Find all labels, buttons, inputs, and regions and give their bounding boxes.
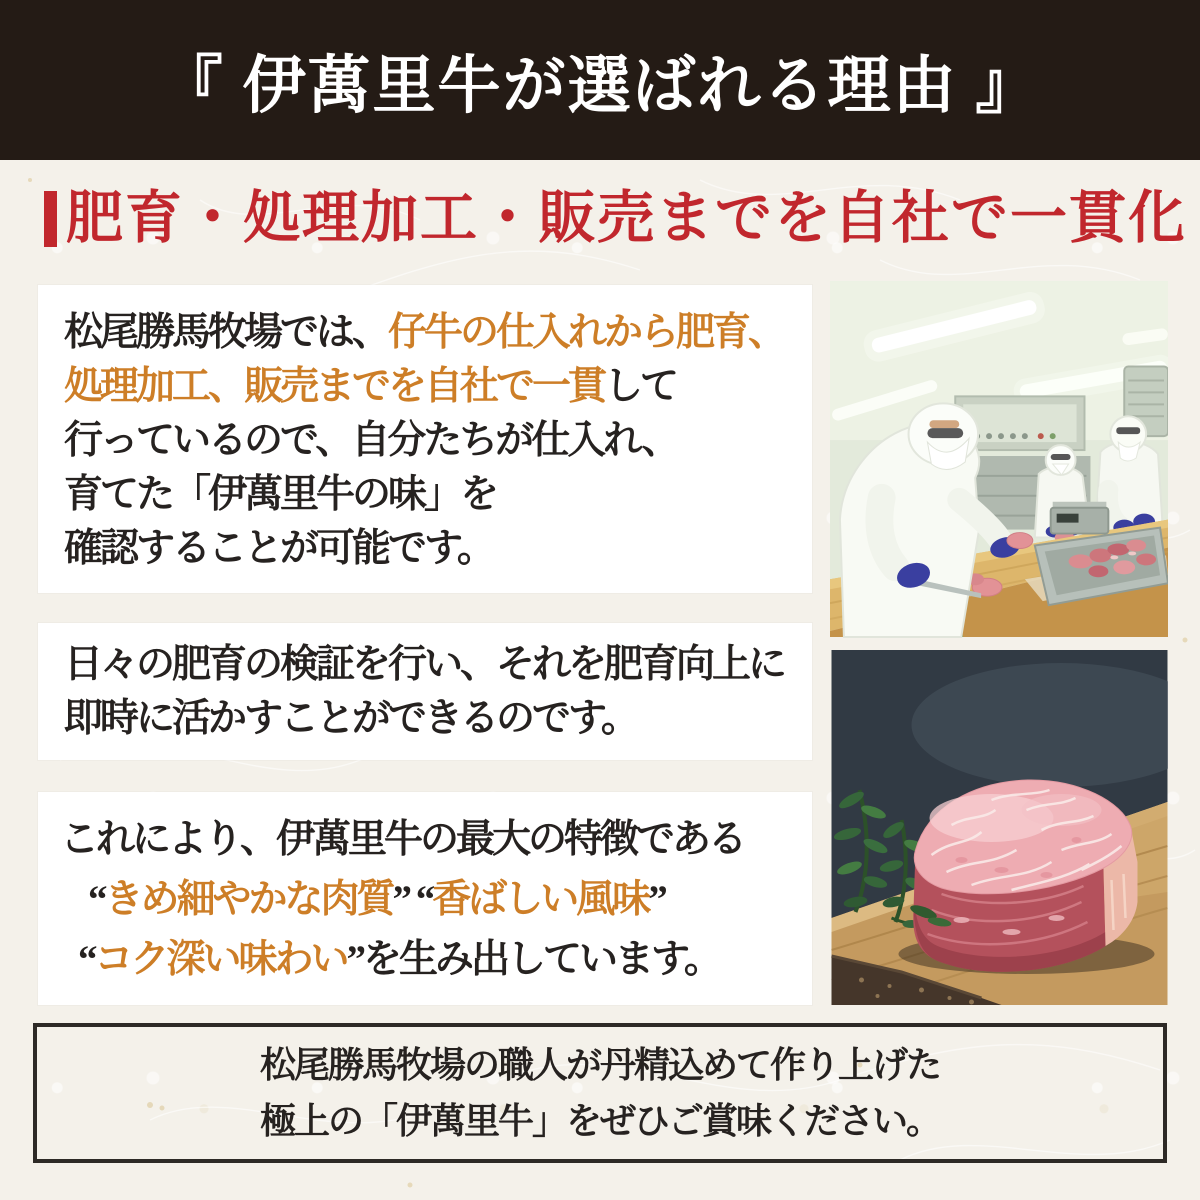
section-heading-text: 肥育・処理加工・販売までを自社で一貫化	[66, 187, 1187, 250]
quote-mark: ”	[648, 878, 665, 921]
weighing-scale	[1051, 502, 1109, 534]
text-line	[64, 306, 786, 360]
wagyu-steak-photo	[831, 650, 1168, 1005]
meat-processing-photo	[830, 280, 1168, 638]
text-segment-highlight: きめ細やかな肉質	[104, 878, 393, 921]
footer-line: 極上の「伊萬里牛」をぜひご賞味ください。	[259, 1101, 940, 1141]
text-segment: を生み出しています。	[363, 938, 720, 981]
meat-slice	[1007, 533, 1033, 549]
text-segment: 日々の肥育の検証を行い、それを肥育向上に	[64, 643, 785, 686]
footer-note	[33, 1023, 1167, 1163]
section-heading	[44, 188, 1187, 250]
text-line	[64, 522, 786, 576]
steak-block	[913, 780, 1137, 972]
text-line	[60, 810, 790, 870]
text-segment: 行っているので、自分たちが仕入れ、	[64, 419, 678, 462]
page-title: 『 伊萬里牛が選ばれる理由 』	[159, 50, 1041, 121]
text-card-integration	[38, 285, 812, 593]
text-segment-highlight: コク深い味わい	[94, 938, 347, 981]
title-banner	[0, 0, 1200, 160]
text-segment: これにより、伊萬里牛の最大の特徴である	[60, 818, 745, 861]
text-segment: して	[604, 365, 677, 408]
heading-accent-bar	[44, 191, 57, 247]
text-line	[64, 468, 786, 522]
text-card-features	[38, 792, 812, 1005]
quote-mark: “	[88, 878, 105, 921]
text-line	[88, 870, 790, 930]
text-segment-highlight: 処理加工、販売までを自社で一貫	[64, 365, 605, 408]
text-line	[64, 638, 786, 692]
quote-mark: ” “	[392, 878, 433, 921]
text-line	[64, 692, 786, 746]
text-segment: 育てた「伊萬里牛の味」を	[64, 473, 497, 516]
text-segment: 即時に活かすことができるのです。	[64, 697, 637, 740]
text-line	[78, 930, 790, 990]
quote-mark: ”	[346, 938, 364, 981]
text-segment-highlight: 香ばしい風味	[432, 878, 649, 921]
quote-mark: “	[78, 938, 95, 981]
text-segment: 確認することが可能です。	[64, 527, 493, 570]
text-line	[64, 414, 786, 468]
text-card-verification	[38, 623, 812, 760]
footer-line: 松尾勝馬牧場の職人が丹精込めて作り上げた	[259, 1045, 940, 1085]
text-segment: 松尾勝馬牧場では、	[64, 311, 389, 354]
text-segment-highlight: 仔牛の仕入れから肥育、	[388, 311, 785, 354]
text-line	[64, 360, 786, 414]
